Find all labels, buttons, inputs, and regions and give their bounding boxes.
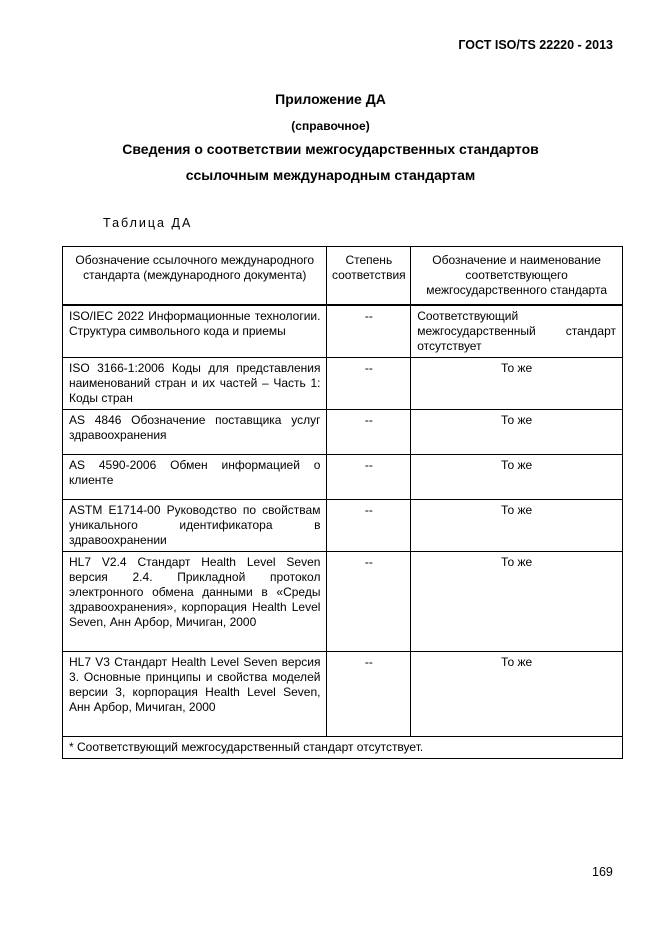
cell-standard: AS 4846 Обозначение поставщика услуг здравоохранения bbox=[63, 410, 327, 455]
cell-equivalent: То же bbox=[411, 500, 623, 552]
cell-degree: -- bbox=[327, 455, 411, 500]
table-row bbox=[63, 500, 623, 552]
table-row bbox=[63, 455, 623, 500]
cell-equivalent: То же bbox=[411, 410, 623, 455]
cell-standard: HL7 V2.4 Стандарт Health Level Seven версия 2.4. Прикладной протокол электронного обмена данными в «Среды здравоохранения», корпорация Health Level Seven, Анн Арбор, Мичиган, 2000 bbox=[63, 552, 327, 652]
cell-degree: -- bbox=[327, 358, 411, 410]
annex-subtitle: (справочное) bbox=[291, 119, 370, 133]
cell-standard: ISO 3166-1:2006 Коды для представления наименований стран и их частей – Часть 1: Коды стран bbox=[63, 358, 327, 410]
cell-equivalent: Соответствующий межгосударственный стандарт отсутствует bbox=[411, 305, 623, 358]
cell-degree: -- bbox=[327, 500, 411, 552]
cell-standard: HL7 V3 Стандарт Health Level Seven версия 3. Основные принципы и свойства моделей версии 3, корпорация Health Level Seven, Анн Арбор, Мичиган, 2000 bbox=[63, 652, 327, 737]
table-caption: Таблица ДА bbox=[103, 216, 193, 230]
table-header-row bbox=[63, 247, 623, 306]
document-code: ГОСТ ISO/TS 22220 - 2013 bbox=[458, 38, 613, 52]
header-interstate-standard: Обозначение и наименование соответствующего межгосударственного стандарта bbox=[411, 247, 623, 306]
table-row bbox=[63, 652, 623, 737]
annex-heading-line-1: Сведения о соответствии межгосударственных стандартов bbox=[122, 141, 539, 157]
table-row bbox=[63, 358, 623, 410]
table-row bbox=[63, 552, 623, 652]
header-international-standard: Обозначение ссылочного международного стандарта (международного документа) bbox=[63, 247, 327, 306]
cell-degree: -- bbox=[327, 410, 411, 455]
header-degree: Степень соответствия bbox=[327, 247, 411, 306]
page-number: 169 bbox=[592, 865, 613, 879]
annex-title: Приложение ДА bbox=[275, 91, 386, 107]
correspondence-table bbox=[62, 246, 623, 759]
cell-degree: -- bbox=[327, 552, 411, 652]
table-footnote: * Соответствующий межгосударственный стандарт отсутствует. bbox=[63, 737, 623, 759]
cell-standard: ISO/IEC 2022 Информационные технологии. Структура символьного кода и приемы bbox=[63, 305, 327, 358]
cell-equivalent: То же bbox=[411, 652, 623, 737]
cell-degree: -- bbox=[327, 305, 411, 358]
table-footnote-row bbox=[63, 737, 623, 759]
annex-heading-line-2: ссылочным международным стандартам bbox=[185, 167, 476, 183]
cell-equivalent: То же bbox=[411, 358, 623, 410]
cell-degree: -- bbox=[327, 652, 411, 737]
cell-standard: AS 4590-2006 Обмен информацией о клиенте bbox=[63, 455, 327, 500]
cell-equivalent: То же bbox=[411, 552, 623, 652]
cell-standard: ASTM E1714-00 Руководство по свойствам уникального идентификатора в здравоохранении bbox=[63, 500, 327, 552]
table-row bbox=[63, 305, 623, 358]
cell-equivalent: То же bbox=[411, 455, 623, 500]
table-row bbox=[63, 410, 623, 455]
